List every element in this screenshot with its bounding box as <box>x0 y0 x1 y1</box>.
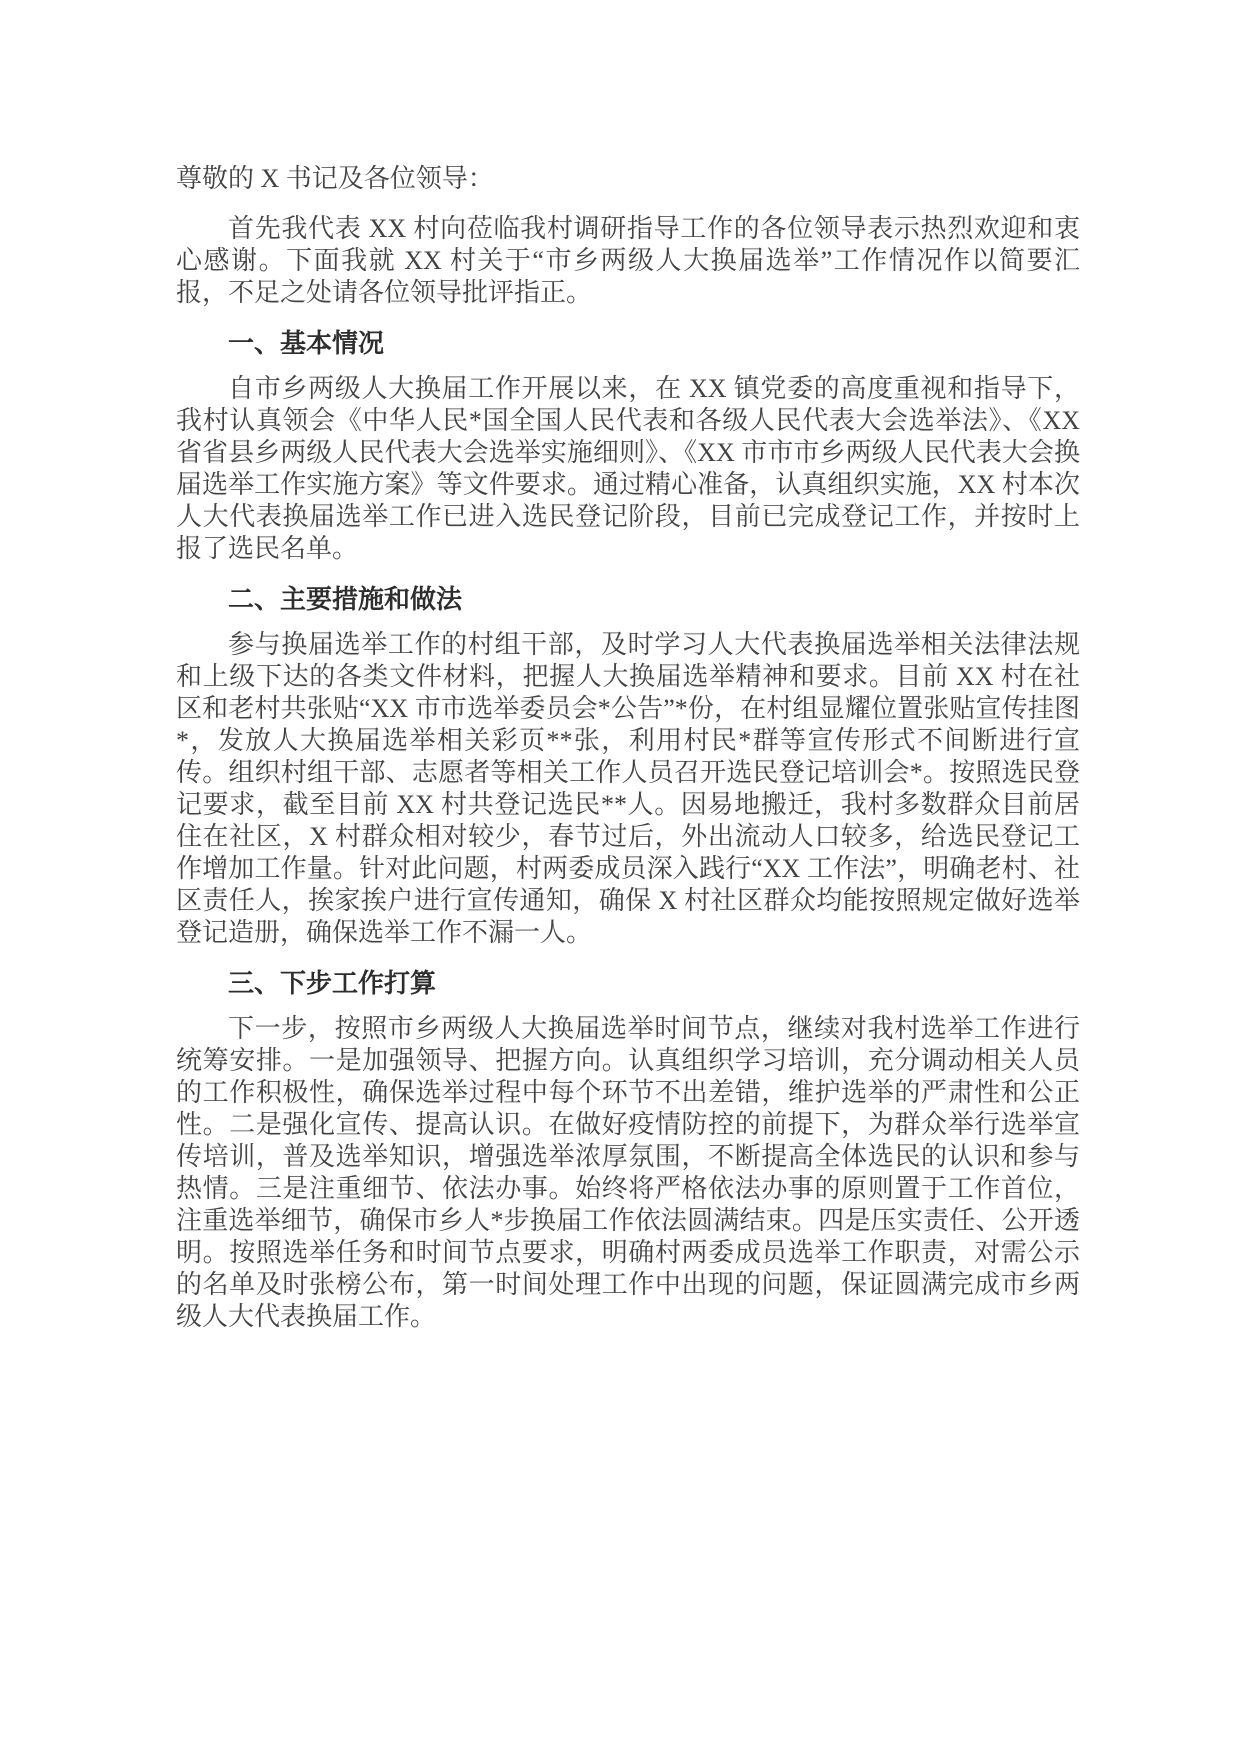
section-2-paragraph: 参与换届选举工作的村组干部，及时学习人大代表换届选举相关法律法规和上级下达的各类文件材料，把握人大换届选举精神和要求。目前 XX 村在社区和老村共张贴“XX 市市选举委员会*公告”*份，在村组显耀位置张贴宣传挂图*，发放人大换届选举相关彩页**张，利用村民*群等宣传形式不间断进行宣传。组织村组干部、志愿者等相关工作人员召开选民登记培训会*。按照选民登记要求，截至目前 XX 村共登记选民**人。因易地搬迁，我村多数群众目前居住在社区，X 村群众相对较少，春节过后，外出流动人口较多，给选民登记工作增加工作量。针对此问题，村两委成员深入践行“XX 工作法”，明确老村、社区责任人，挨家挨户进行宣传通知，确保 X 村社区群众均能按照规定做好选举登记造册，确保选举工作不漏一人。 <box>176 630 1080 947</box>
section-3-heading: 三、下步工作打算 <box>228 968 437 998</box>
section-1-heading: 一、基本情况 <box>228 328 385 358</box>
section-1-paragraph: 自市乡两级人大换届工作开展以来，在 XX 镇党委的高度重视和指导下，我村认真领会《中华人民*国全国人民代表和各级人民代表大会选举法》、《XX 省省县乡两级人民代表大会选举实施细则》、《XX 市市市乡两级人民代表大会换届选举工作实施方案》等文件要求。通过精心准备，认真组织实施，XX 村本次人大代表换届选举工作已进入选民登记阶段，目前已完成登记工作，并按时上报了选民名单。 <box>176 374 1080 563</box>
intro-paragraph: 首先我代表 XX 村向莅临我村调研指导工作的各位领导表示热烈欢迎和衷心感谢。下面我就 XX 村关于“市乡两级人大换届选举”工作情况作以简要汇报，不足之处请各位领导批评指正。 <box>176 214 1080 307</box>
section-2-heading: 二、主要措施和做法 <box>228 584 463 614</box>
section-3-paragraph: 下一步，按照市乡两级人大换届选举时间节点，继续对我村选举工作进行统筹安排。一是加强领导、把握方向。认真组织学习培训，充分调动相关人员的工作积极性，确保选举过程中每个环节不出差错，维护选举的严肃性和公正性。二是强化宣传、提高认识。在做好疫情防控的前提下，为群众举行选举宣传培训，普及选举知识，增强选举浓厚氛围，不断提高全体选民的认识和参与热情。三是注重细节、依法办事。始终将严格依法办事的原则置于工作首位，注重选举细节，确保市乡人*步换届工作依法圆满结束。四是压实责任、公开透明。按照选举任务和时间节点要求，明确村两委成员选举工作职责，对需公示的名单及时张榜公布，第一时间处理工作中出现的问题，保证圆满完成市乡两级人大代表换届工作。 <box>176 1014 1080 1331</box>
salutation-line: 尊敬的 X 书记及各位领导： <box>176 164 494 193</box>
